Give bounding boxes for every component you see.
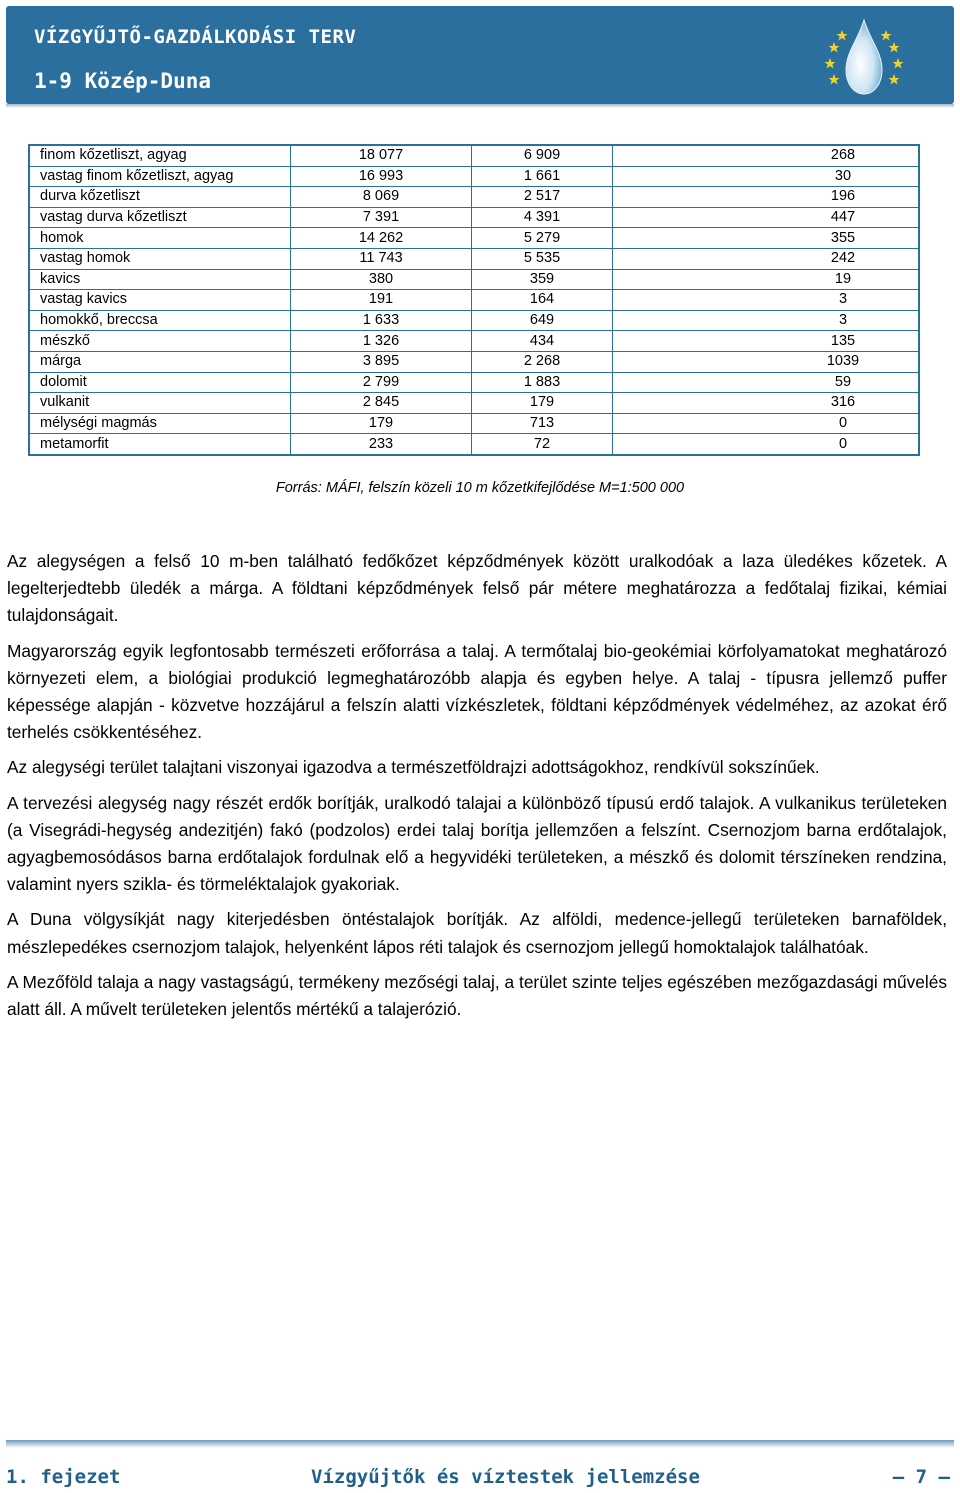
page-footer	[6, 1462, 954, 1492]
paragraph: Magyarország egyik legfontosabb természeti erőforrása a talaj. A termőtalaj bio-geokémiai körfolyamatokat meghatározó környezeti elem, a biológiai produkció legmeghatározóbb alapja és egyben helye. A talaj - típusra jellemző puffer képessége alapján - közvetve hozzájárul a felszín alatti vízkészletek, földtani képződmények védelméhez, az azokat érő terhelés csökkentéséhez.	[7, 640, 947, 743]
value-cell: 434	[472, 331, 613, 352]
value-cell: 355	[613, 228, 920, 249]
rock-type-cell: vastag durva kőzetliszt	[29, 207, 291, 228]
table-source-note: Forrás: MÁFI, felszín közeli 10 m kőzetkifejlődése M=1:500 000	[275, 480, 685, 496]
rock-type-cell: vastag kavics	[29, 290, 291, 311]
rock-type-cell: durva kőzetliszt	[29, 187, 291, 208]
rock-type-cell: homokkő, breccsa	[29, 310, 291, 331]
value-cell: 1 633	[291, 310, 472, 331]
table-row	[29, 248, 919, 269]
page-number: — 7 —	[892, 1466, 950, 1488]
body-text	[7, 548, 947, 1031]
value-cell: 268	[613, 145, 920, 166]
value-cell: 242	[613, 248, 920, 269]
table-row	[29, 166, 919, 187]
value-cell: 59	[613, 372, 920, 393]
table-row	[29, 434, 919, 455]
value-cell: 11 743	[291, 248, 472, 269]
value-cell: 1039	[613, 351, 920, 372]
table-row	[29, 393, 919, 414]
rock-type-cell: vastag homok	[29, 248, 291, 269]
value-cell: 72	[472, 434, 613, 455]
table-row	[29, 290, 919, 311]
value-cell: 30	[613, 166, 920, 187]
value-cell: 3 895	[291, 351, 472, 372]
paragraph: A Duna völgysíkját nagy kiterjedésben öntéstalajok borítják. Az alföldi, medence-jellegű területeken barnaföldek, mészlepedékes csernozjom talajok, helyenként lápos réti talajok és csernozjom jellegű homoktalajok találhatóak.	[7, 909, 947, 957]
rock-type-table	[28, 144, 920, 456]
rock-type-cell: vulkanit	[29, 393, 291, 414]
rock-type-cell: vastag finom kőzetliszt, agyag	[29, 166, 291, 187]
value-cell: 2 517	[472, 187, 613, 208]
table-row	[29, 228, 919, 249]
value-cell: 19	[613, 269, 920, 290]
paragraph: A tervezési alegység nagy részét erdők borítják, uralkodó talajai a különböző típusú erdő talajok. A vulkanikus területeken (a Visegrádi-hegység andezitjén) fakó (podzolos) erdei talaj borítja jellemzően a felszínt. Csernozjom barna erdőtalajok, agyagbemosódásos barna erdőtalajok fordulnak elő a hegyvidéki területeken, a mészkő és dolomit térszíneken rendzina, valamint nyers szikla- és törmeléktalajok gyakoriak.	[7, 792, 947, 895]
rock-type-cell: mélységi magmás	[29, 413, 291, 434]
value-cell: 380	[291, 269, 472, 290]
rock-type-cell: márga	[29, 351, 291, 372]
value-cell: 18 077	[291, 145, 472, 166]
value-cell: 649	[472, 310, 613, 331]
value-cell: 447	[613, 207, 920, 228]
table-row	[29, 331, 919, 352]
document-title: VÍZGYŰJTŐ-GAZDÁLKODÁSI TERV	[34, 26, 357, 48]
document-subtitle: 1-9 Közép-Duna	[34, 69, 212, 93]
value-cell: 179	[291, 413, 472, 434]
value-cell: 316	[613, 393, 920, 414]
value-cell: 196	[613, 187, 920, 208]
table-row	[29, 207, 919, 228]
table-row	[29, 372, 919, 393]
paragraph: Az alegységen a felső 10 m-ben található fedőkőzet képződmények között uralkodóak a laza üledékes kőzetek. A legelterjedtebb üledék a márga. A földtani képződmények felső pár métere meghatározza a fedőtalaj fizikai, kémiai tulajdonságait.	[7, 551, 947, 626]
footer-divider	[6, 1440, 954, 1448]
value-cell: 4 391	[472, 207, 613, 228]
rock-type-cell: finom kőzetliszt, agyag	[29, 145, 291, 166]
value-cell: 191	[291, 290, 472, 311]
rock-type-cell: mészkő	[29, 331, 291, 352]
paragraph: Az alegységi terület talajtani viszonyai igazodva a természetföldrajzi adottságokhoz, rendkívül sokszínűek.	[7, 757, 820, 778]
value-cell: 3	[613, 290, 920, 311]
value-cell: 359	[472, 269, 613, 290]
value-cell: 135	[613, 331, 920, 352]
value-cell: 5 279	[472, 228, 613, 249]
paragraph: A Mezőföld talaja a nagy vastagságú, termékeny mezőségi talaj, a terület szinte teljes egészében mezőgazdasági művelés alatt áll. A művelt területeken jelentős mértékű a talajerózió.	[7, 971, 947, 1020]
footer-chapter-title: Vízgyűjtők és víztestek jellemzése	[311, 1466, 700, 1488]
rock-type-cell: kavics	[29, 269, 291, 290]
page-header	[6, 6, 954, 104]
value-cell: 3	[613, 310, 920, 331]
value-cell: 233	[291, 434, 472, 455]
value-cell: 1 883	[472, 372, 613, 393]
value-cell: 16 993	[291, 166, 472, 187]
value-cell: 2 799	[291, 372, 472, 393]
water-drop-logo-icon	[812, 12, 916, 108]
value-cell: 179	[472, 393, 613, 414]
header-shadow	[6, 104, 954, 108]
value-cell: 713	[472, 413, 613, 434]
value-cell: 2 845	[291, 393, 472, 414]
value-cell: 1 326	[291, 331, 472, 352]
value-cell: 164	[472, 290, 613, 311]
value-cell: 14 262	[291, 228, 472, 249]
table-row	[29, 145, 919, 166]
value-cell: 1 661	[472, 166, 613, 187]
value-cell: 5 535	[472, 248, 613, 269]
footer-chapter: 1. fejezet	[6, 1466, 121, 1488]
table-row	[29, 413, 919, 434]
rock-type-cell: dolomit	[29, 372, 291, 393]
rock-type-cell: homok	[29, 228, 291, 249]
value-cell: 0	[613, 413, 920, 434]
table-row	[29, 351, 919, 372]
value-cell: 8 069	[291, 187, 472, 208]
value-cell: 0	[613, 434, 920, 455]
rock-type-cell: metamorfit	[29, 434, 291, 455]
value-cell: 7 391	[291, 207, 472, 228]
table-row	[29, 187, 919, 208]
table-row	[29, 310, 919, 331]
value-cell: 2 268	[472, 351, 613, 372]
value-cell: 6 909	[472, 145, 613, 166]
table-row	[29, 269, 919, 290]
